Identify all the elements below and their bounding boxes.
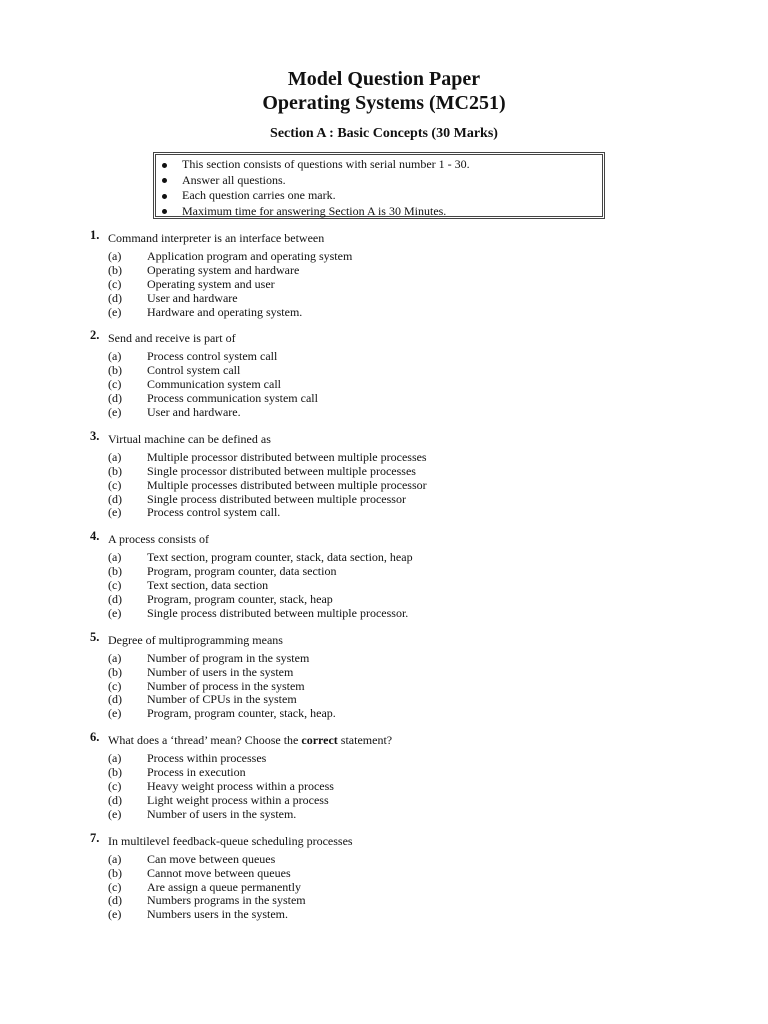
question-header — [0, 730, 768, 748]
option-item — [0, 593, 768, 607]
option-letter: (d) — [108, 290, 122, 305]
option-item — [0, 780, 768, 794]
option-letter: (e) — [108, 505, 122, 520]
option-text: Operating system and user — [147, 276, 275, 291]
option-letter: (a) — [108, 550, 122, 565]
option-letter: (e) — [108, 706, 122, 721]
option-text: Single process distributed between multiple processor — [147, 491, 406, 506]
option-letter: (e) — [108, 806, 122, 821]
question-2 — [0, 328, 768, 419]
option-letter: (c) — [108, 779, 122, 794]
question-header — [0, 630, 768, 648]
option-letter: (b) — [108, 363, 122, 378]
option-item — [0, 565, 768, 579]
section-heading: Section A : Basic Concepts (30 Marks) — [270, 126, 498, 141]
option-item — [0, 364, 768, 378]
option-text: Numbers users in the system. — [147, 907, 288, 922]
instructions-box — [153, 152, 605, 219]
options-list — [0, 451, 768, 520]
option-text: Communication system call — [147, 377, 281, 392]
option-letter: (d) — [108, 491, 122, 506]
option-text: Process communication system call — [147, 391, 318, 406]
option-item — [0, 752, 768, 766]
option-letter: (d) — [108, 792, 122, 807]
option-text: Operating system and hardware — [147, 262, 300, 277]
option-text: Multiple processes distributed between multiple processor — [147, 477, 427, 492]
option-text: User and hardware — [147, 290, 238, 305]
option-letter: (c) — [108, 377, 122, 392]
option-item — [0, 278, 768, 292]
question-text-part: statement? — [337, 733, 393, 748]
option-letter: (b) — [108, 765, 122, 780]
option-item — [0, 808, 768, 822]
question-1 — [0, 228, 768, 319]
option-letter: (c) — [108, 578, 122, 593]
options-list — [0, 551, 768, 620]
option-item — [0, 707, 768, 721]
option-letter: (e) — [108, 605, 122, 620]
option-letter: (e) — [108, 304, 122, 319]
instruction-item: Each question carries one mark. — [160, 188, 598, 204]
option-text: Single process distributed between multiple processor. — [147, 605, 409, 620]
option-text: Numbers programs in the system — [147, 893, 306, 908]
option-text: Program, program counter, stack, heap — [147, 592, 333, 607]
option-letter: (d) — [108, 391, 122, 406]
option-letter: (b) — [108, 865, 122, 880]
option-letter: (b) — [108, 564, 122, 579]
instruction-item: Answer all questions. — [160, 173, 598, 189]
option-item — [0, 250, 768, 264]
option-item — [0, 264, 768, 278]
option-text: Process control system call. — [147, 505, 281, 520]
option-item — [0, 766, 768, 780]
questions-list — [0, 228, 768, 931]
option-item — [0, 908, 768, 922]
option-text: Program, program counter, data section — [147, 564, 337, 579]
option-letter: (a) — [108, 249, 122, 263]
question-number: 7. — [90, 830, 100, 845]
option-item — [0, 666, 768, 680]
option-item — [0, 465, 768, 479]
option-text: Control system call — [147, 363, 241, 378]
option-item — [0, 867, 768, 881]
option-item — [0, 306, 768, 320]
question-header — [0, 529, 768, 547]
question-header — [0, 831, 768, 849]
option-text: Light weight process within a process — [147, 792, 329, 807]
option-item — [0, 881, 768, 895]
option-text: Can move between queues — [147, 851, 276, 866]
option-letter: (b) — [108, 262, 122, 277]
option-text: Text section, data section — [147, 578, 269, 593]
question-header — [0, 228, 768, 246]
option-text: Process in execution — [147, 765, 246, 780]
question-text: Send and receive is part of — [108, 331, 236, 346]
option-letter: (d) — [108, 592, 122, 607]
option-text: Are assign a queue permanently — [147, 879, 301, 894]
option-item — [0, 479, 768, 493]
option-letter: (b) — [108, 463, 122, 478]
question-header — [0, 328, 768, 346]
question-6 — [0, 730, 768, 821]
option-letter: (b) — [108, 664, 122, 679]
option-item — [0, 493, 768, 507]
option-letter: (d) — [108, 692, 122, 707]
question-header — [0, 429, 768, 447]
option-letter: (a) — [108, 650, 122, 665]
option-letter: (c) — [108, 276, 122, 291]
option-text: Process control system call — [147, 349, 278, 364]
option-text: Number of users in the system — [147, 664, 294, 679]
option-text: Multiple processor distributed between multiple processes — [147, 449, 427, 464]
option-text: User and hardware. — [147, 405, 241, 420]
option-item — [0, 392, 768, 406]
course-title: Operating Systems (MC251) — [262, 92, 506, 114]
option-item — [0, 350, 768, 364]
question-number: 3. — [90, 428, 100, 443]
options-list — [0, 752, 768, 821]
options-list — [0, 652, 768, 721]
question-text: A process consists of — [108, 532, 209, 547]
question-7 — [0, 831, 768, 922]
question-number: 4. — [90, 529, 100, 544]
option-text: Number of program in the system — [147, 650, 310, 665]
option-item — [0, 292, 768, 306]
question-text-part: What does a ‘thread’ mean? Choose the — [108, 733, 302, 748]
question-text-emphasis: correct — [301, 733, 338, 748]
question-3 — [0, 429, 768, 520]
options-list — [0, 250, 768, 319]
option-item — [0, 607, 768, 621]
option-text: Heavy weight process within a process — [147, 779, 334, 794]
option-letter: (a) — [108, 751, 122, 766]
question-number: 6. — [90, 730, 100, 745]
option-item — [0, 680, 768, 694]
option-text: Text section, program counter, stack, data section, heap — [147, 550, 413, 565]
option-letter: (e) — [108, 405, 122, 420]
option-item — [0, 406, 768, 420]
option-letter: (a) — [108, 851, 122, 866]
options-list — [0, 853, 768, 922]
instruction-item: This section consists of questions with serial number 1 - 30. — [160, 157, 598, 173]
paper-title: Model Question Paper — [287, 68, 481, 90]
question-5 — [0, 630, 768, 721]
option-letter: (e) — [108, 907, 122, 922]
option-text: Number of CPUs in the system — [147, 692, 297, 707]
option-item — [0, 894, 768, 908]
question-number: 2. — [90, 328, 100, 343]
option-text: Process within processes — [147, 751, 267, 766]
option-letter: (a) — [108, 349, 122, 364]
option-text: Single processor distributed between multiple processes — [147, 463, 416, 478]
option-text: Application program and operating system — [147, 249, 353, 263]
option-item — [0, 378, 768, 392]
option-text: Number of users in the system. — [147, 806, 297, 821]
options-list — [0, 350, 768, 419]
instruction-item: Maximum time for answering Section A is 30 Minutes. — [160, 204, 598, 220]
option-letter: (c) — [108, 477, 122, 492]
question-text — [108, 733, 392, 748]
option-item — [0, 693, 768, 707]
question-text: In multilevel feedback-queue scheduling processes — [108, 833, 353, 848]
question-number: 5. — [90, 629, 100, 644]
option-text: Cannot move between queues — [147, 865, 291, 880]
option-text: Number of process in the system — [147, 678, 305, 693]
option-letter: (d) — [108, 893, 122, 908]
question-text: Virtual machine can be defined as — [108, 431, 271, 446]
question-number: 1. — [90, 228, 100, 242]
instructions-list — [160, 157, 598, 219]
option-letter: (c) — [108, 879, 122, 894]
option-item — [0, 853, 768, 867]
option-item — [0, 506, 768, 520]
option-text: Hardware and operating system. — [147, 304, 303, 319]
option-text: Program, program counter, stack, heap. — [147, 706, 336, 721]
option-item — [0, 551, 768, 565]
option-item — [0, 794, 768, 808]
option-letter: (a) — [108, 449, 122, 464]
option-item — [0, 579, 768, 593]
option-item — [0, 652, 768, 666]
question-text: Degree of multiprogramming means — [108, 632, 283, 647]
option-item — [0, 451, 768, 465]
question-text: Command interpreter is an interface between — [108, 231, 325, 245]
option-letter: (c) — [108, 678, 122, 693]
question-4 — [0, 529, 768, 620]
